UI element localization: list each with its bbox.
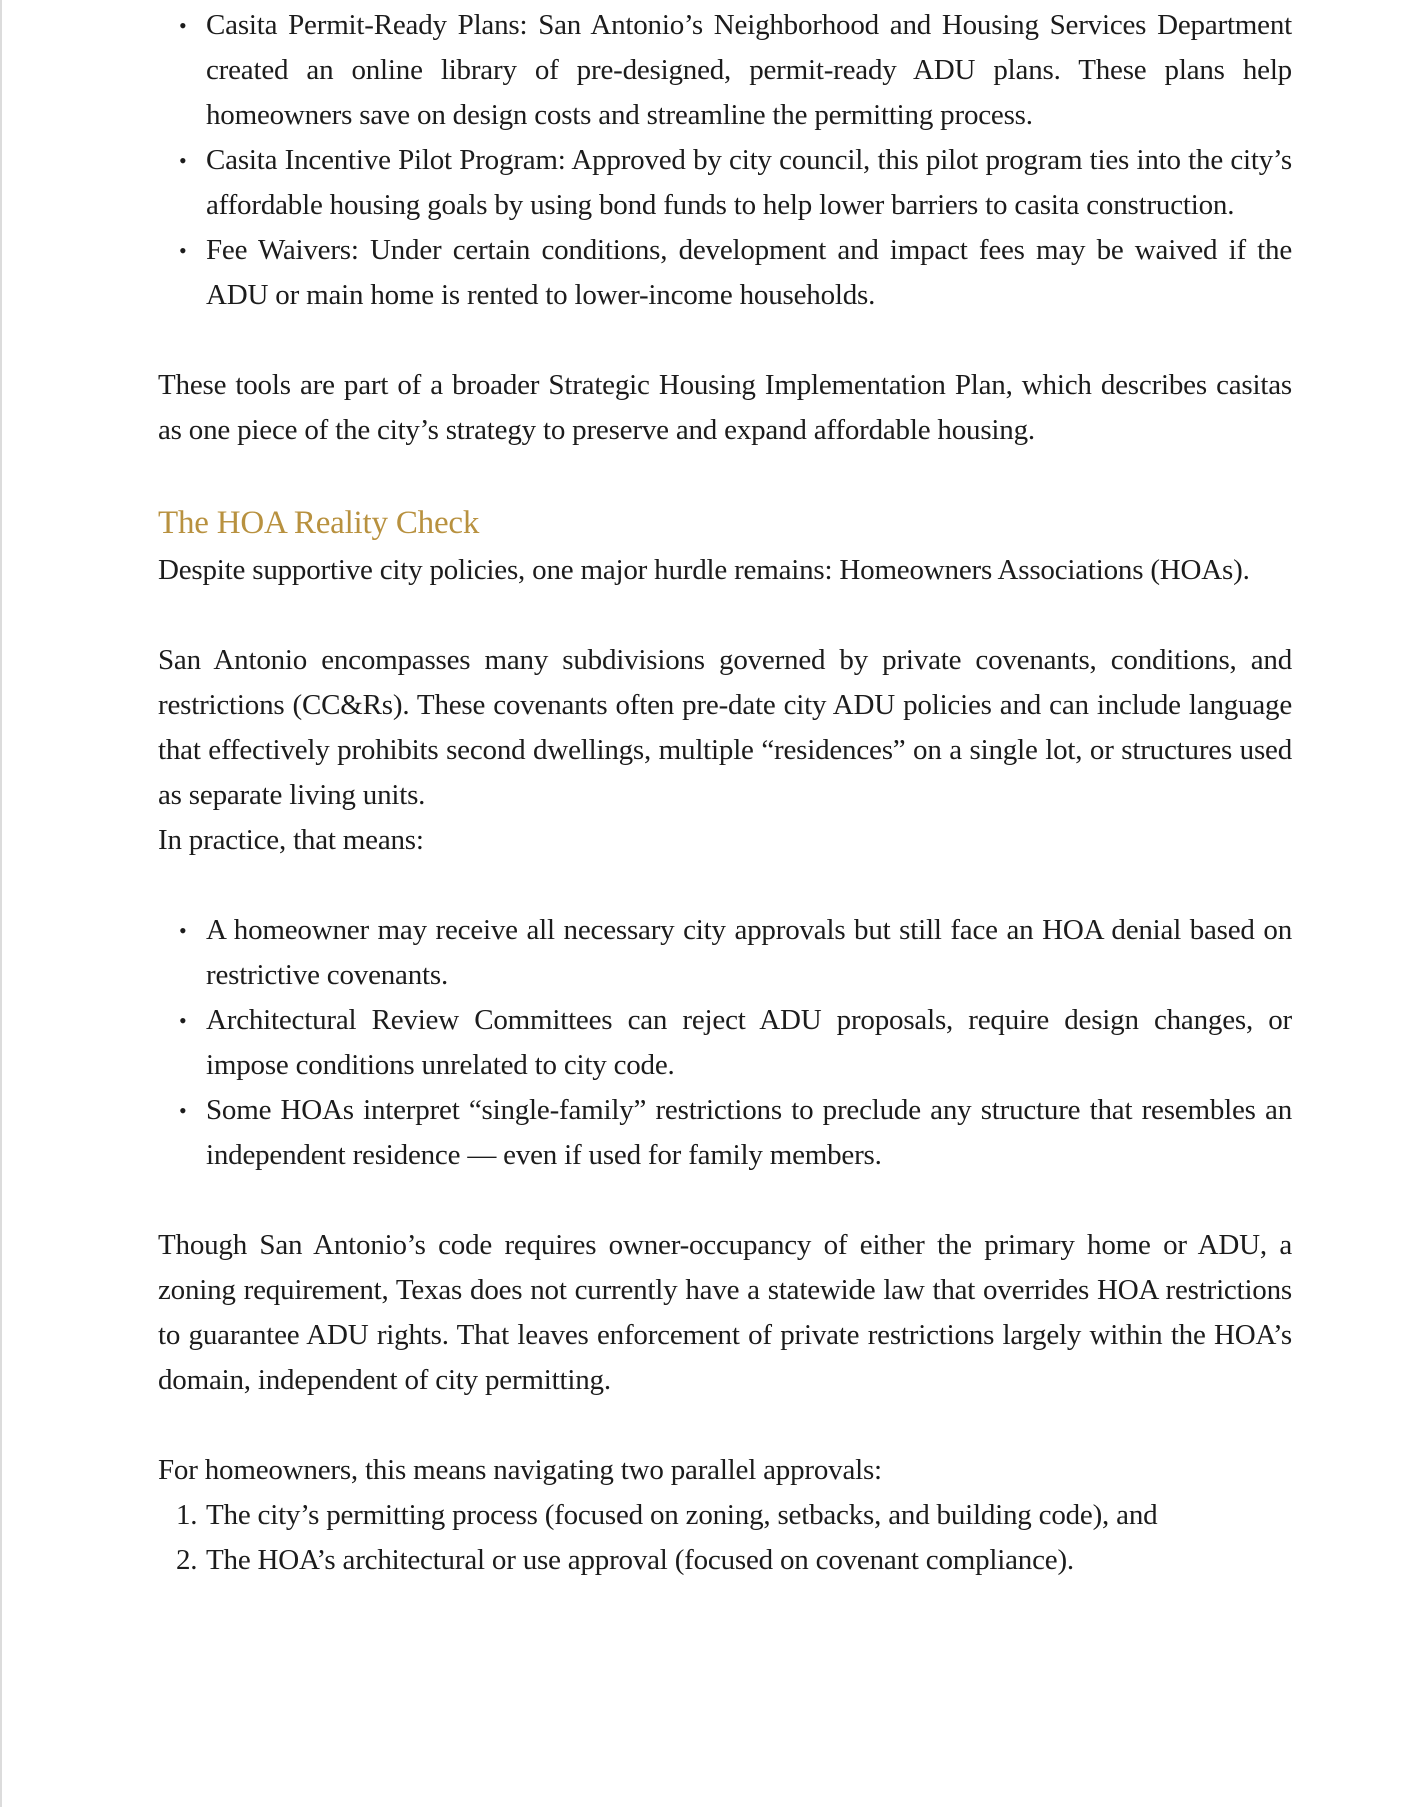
bullet-icon: • bbox=[179, 918, 187, 943]
list-item bbox=[179, 1088, 1292, 1178]
bullet-icon: • bbox=[179, 1098, 187, 1123]
list-item bbox=[179, 228, 1292, 318]
approvals-list bbox=[158, 1493, 1292, 1583]
bullet-icon: • bbox=[179, 148, 187, 173]
item-number: 2. bbox=[176, 1544, 198, 1576]
item-number: 1. bbox=[176, 1499, 198, 1531]
city-tools-list bbox=[158, 0, 1292, 318]
numbered-item-text: The city’s permitting process (focused on zoning, setbacks, and building code), and bbox=[206, 1499, 1158, 1531]
texas-law-paragraph: Though San Antonio’s code requires owner-occupancy of either the primary home or ADU, a zoning requirement, Texas does not currently have a statewide law that overrides HOA restrictions to guarantee ADU rights. That leaves enforcement of private restrictions largely within the HOA’s domain, independent of city permitting. bbox=[158, 1229, 1292, 1396]
spacer bbox=[158, 1403, 1292, 1448]
numbered-item-text: The HOA’s architectural or use approval (focused on covenant compliance). bbox=[206, 1544, 1074, 1576]
bullet-icon: • bbox=[179, 13, 187, 38]
list-item-text: Fee Waivers: Under certain conditions, development and impact fees may be waived if the ADU or main home is rented to lower-income households. bbox=[206, 234, 1292, 311]
list-item bbox=[179, 138, 1292, 228]
numbered-item bbox=[176, 1493, 1292, 1538]
spacer bbox=[158, 1178, 1292, 1223]
bullet-icon: • bbox=[179, 1008, 187, 1033]
list-item bbox=[179, 3, 1292, 138]
list-item bbox=[179, 998, 1292, 1088]
section-heading: The HOA Reality Check bbox=[158, 505, 480, 541]
list-item-text: Some HOAs interpret “single-family” restrictions to preclude any structure that resembles an independent residence — even if used for family members. bbox=[206, 1094, 1292, 1171]
strategic-plan-paragraph: These tools are part of a broader Strategic Housing Implementation Plan, which describes casitas as one piece of the city’s strategy to preserve and expand affordable housing. bbox=[158, 369, 1292, 446]
list-item-text: Casita Permit-Ready Plans: San Antonio’s Neighborhood and Housing Services Department created an online library of pre-designed, permit-ready ADU plans. These plans help homeowners save on design costs and streamline the permitting process. bbox=[206, 9, 1292, 131]
approvals-lead: For homeowners, this means navigating two parallel approvals: bbox=[158, 1454, 882, 1486]
covenants-paragraph: San Antonio encompasses many subdivisions governed by private covenants, conditions, and restrictions (CC&Rs). These covenants often pre-date city ADU policies and can include language that effectively prohibits second dwellings, multiple “residences” on a single lot, or structures used as separate living units. bbox=[158, 644, 1292, 811]
in-practice-lead: In practice, that means: bbox=[158, 824, 424, 856]
spacer bbox=[158, 863, 1292, 908]
list-item bbox=[179, 908, 1292, 998]
spacer bbox=[158, 318, 1292, 363]
hoa-intro-paragraph: Despite supportive city policies, one major hurdle remains: Homeowners Associations (HOAs). bbox=[158, 554, 1250, 586]
spacer bbox=[158, 593, 1292, 638]
list-item-text: Architectural Review Committees can reject ADU proposals, require design changes, or impose conditions unrelated to city code. bbox=[206, 1004, 1292, 1081]
list-item-text: Casita Incentive Pilot Program: Approved by city council, this pilot program ties into the city’s affordable housing goals by using bond funds to help lower barriers to casita construction. bbox=[206, 144, 1292, 221]
hoa-consequences-list bbox=[158, 908, 1292, 1178]
bullet-icon: • bbox=[179, 238, 187, 263]
document-page bbox=[158, 0, 1292, 1583]
list-item-text: A homeowner may receive all necessary city approvals but still face an HOA denial based on restrictive covenants. bbox=[206, 914, 1292, 991]
spacer bbox=[158, 453, 1292, 498]
numbered-item bbox=[176, 1538, 1292, 1583]
